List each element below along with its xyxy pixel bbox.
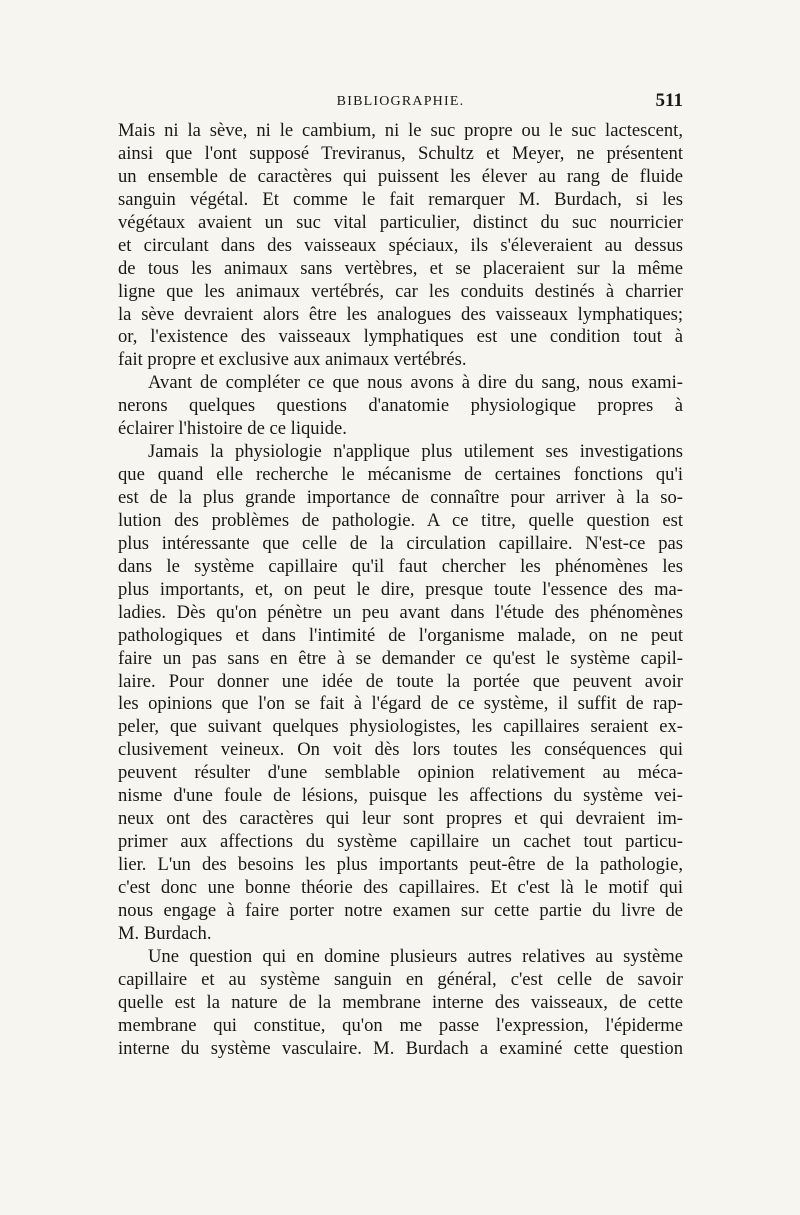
text-line: nisme d'une foule de lésions, puisque les affections du système vei- bbox=[118, 785, 683, 807]
text-line: lier. L'un des besoins les plus importants peut-être de la pathologie, bbox=[118, 854, 683, 875]
text-line: interne du système vasculaire. M. Burdach a examiné cette question bbox=[118, 1037, 683, 1059]
text-line: peler, que suivant quelques physiologistes, les capillaires seraient ex- bbox=[118, 716, 683, 738]
text-line: quelle est la nature de la membrane interne des vaisseaux, de cette bbox=[118, 991, 683, 1013]
text-line: lution des problèmes de pathologie. A ce titre, quelle question est bbox=[118, 509, 683, 531]
text-line: de tous les animaux sans vertèbres, et se placeraient sur la même bbox=[118, 257, 683, 279]
text-line: végétaux avaient un suc vital particulier, distinct du suc nourricier bbox=[118, 211, 683, 233]
text-line: un ensemble de caractères qui puissent les élever au rang de fluide bbox=[118, 165, 683, 187]
text-line: pathologiques et dans l'intimité de l'organisme malade, on ne peut bbox=[118, 624, 683, 646]
text-line: Mais ni la sève, ni le cambium, ni le suc propre ou le suc lactescent, bbox=[118, 120, 683, 141]
text-line: faire un pas sans en être à se demander ce qu'est le système capil- bbox=[118, 647, 683, 669]
text-line: c'est donc une bonne théorie des capillaires. Et c'est là le motif qui bbox=[118, 876, 683, 898]
text-line: clusivement veineux. On voit dès lors toutes les conséquences qui bbox=[118, 739, 683, 761]
page-number: 511 bbox=[655, 90, 683, 111]
text-line: sanguin végétal. Et comme le fait remarquer M. Burdach, si les bbox=[118, 188, 683, 210]
text-line: Jamais la physiologie n'applique plus utilement ses investigations bbox=[148, 441, 683, 463]
text-line: ligne que les animaux vertébrés, car les conduits destinés à charrier bbox=[118, 280, 683, 302]
running-head bbox=[118, 90, 683, 116]
text-line: peuvent résulter d'une semblable opinion relativement au méca- bbox=[118, 762, 683, 784]
text-line: ladies. Dès qu'on pénètre un peu avant dans l'étude des phénomènes bbox=[118, 601, 683, 623]
text-line: les opinions que l'on se fait à l'égard de ce système, il suffit de rap- bbox=[118, 693, 683, 715]
text-line: ainsi que l'ont supposé Treviranus, Schultz et Meyer, ne présentent bbox=[118, 142, 683, 164]
text-line: la sève devraient alors être les analogues des vaisseaux lymphatiques; bbox=[118, 303, 683, 325]
text-line: nerons quelques questions d'anatomie physiologique propres à bbox=[118, 395, 683, 417]
body-text bbox=[118, 120, 683, 1060]
text-line: nous engage à faire porter notre examen sur cette partie du livre de bbox=[118, 899, 683, 921]
text-line: M. Burdach. bbox=[118, 922, 212, 944]
text-line: primer aux affections du système capillaire un cachet tout particu- bbox=[118, 831, 683, 853]
text-line: plus importants, et, on peut le dire, presque toute l'essence des ma- bbox=[118, 578, 683, 600]
text-line: est de la plus grande importance de connaître pour arriver à la so- bbox=[118, 487, 683, 508]
text-line: fait propre et exclusive aux animaux vertébrés. bbox=[118, 349, 467, 371]
text-line: capillaire et au système sanguin en général, c'est celle de savoir bbox=[118, 968, 683, 990]
text-line: membrane qui constitue, qu'on me passe l'expression, l'épiderme bbox=[118, 1014, 683, 1036]
text-line: dans le système capillaire qu'il faut chercher les phénomènes les bbox=[118, 555, 683, 577]
text-line: Avant de compléter ce que nous avons à dire du sang, nous exami- bbox=[148, 372, 683, 394]
text-line: que quand elle recherche le mécanisme de certaines fonctions qu'i bbox=[118, 464, 683, 486]
text-line: laire. Pour donner une idée de toute la portée que peuvent avoir bbox=[118, 670, 683, 692]
text-line: éclairer l'histoire de ce liquide. bbox=[118, 418, 347, 440]
text-line: or, l'existence des vaisseaux lymphatiques est une condition tout à bbox=[118, 326, 683, 348]
text-line: Une question qui en domine plusieurs autres relatives au système bbox=[148, 945, 683, 967]
text-line: neux ont des caractères qui leur sont propres et qui devraient im- bbox=[118, 808, 683, 830]
text-line: plus intéressante que celle de la circulation capillaire. N'est-ce pas bbox=[118, 532, 683, 554]
running-title: BIBLIOGRAPHIE. bbox=[336, 94, 465, 109]
text-line: et circulant dans des vaisseaux spéciaux, ils s'éleveraient au dessus bbox=[118, 234, 683, 256]
